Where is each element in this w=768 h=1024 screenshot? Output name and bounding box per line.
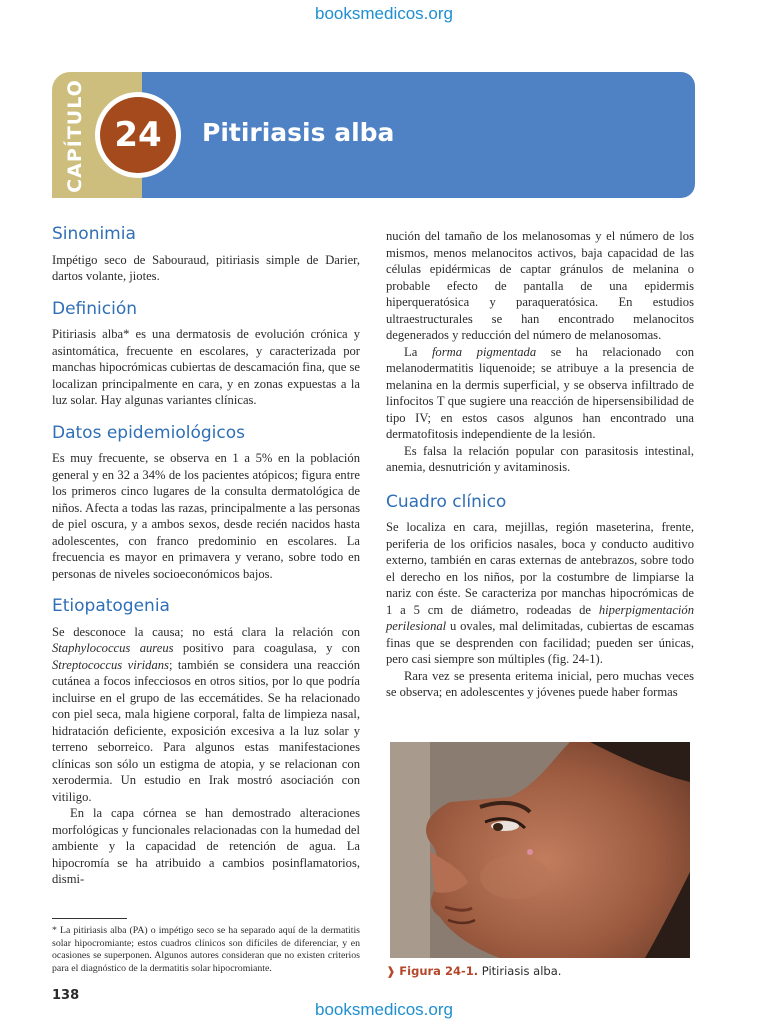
etiopatogenia-paragraph-2: En la capa córnea se han demostrado alteraciones morfológicas y funcionales relacionadas con la humedad del ambiente y la capacidad de retención de agua. La hipocromía se ha atribuido a cambios posinflamatorios, dismi-: [52, 806, 360, 886]
heading-cuadro-clinico: Cuadro clínico: [386, 491, 507, 512]
forma-pigmentada-paragraph: La forma pigmentada se ha relacionado con melanodermatitis liquenoide; se atribuye a la presencia de melanina en la dermis superficial, y se observa infiltrado de linfocitos T que sugiere una reacción de hipersensibilidad de tipo IV; en estos casos algunos han encontrado una dermatofitosis independiente de la lesión.: [386, 344, 695, 441]
heading-datos-epidemiologicos: Datos epidemiológicos: [52, 422, 245, 443]
page-number: 138: [52, 988, 80, 1003]
watermark-top[interactable]: booksmedicos.org: [315, 4, 453, 23]
heading-sinonimia: Sinonimia: [52, 224, 136, 244]
chapter-title: Pitiriasis alba: [202, 118, 395, 147]
etiopatogenia-paragraph-1: Se desconoce la causa; no está clara la relación con Staphylococcus aureus positivo para coagulasa, y con Streptococcus viridans; también se considera una reacción cutánea a focos infecciosos en otros sitios, por lo que podría incluirse en el grupo de las eccemátides. Se ha relacionado con piel seca, mala higiene corporal, falta de limpieza nasal, hidratación deficiente, exposición excesiva a la luz solar y terreno seborreico. Para algunos estas manifestaciones clínicas son sólo un estigma de atopia, y se relacionan con xerodermia. Un estudio en Irak mostró asociación con vitiligo.: [52, 624, 360, 804]
figure-caption-text: Pitiriasis alba.: [481, 964, 562, 978]
figure-photo: [390, 742, 690, 958]
definicion-text: Pitiriasis alba* es una dermatosis de evolución crónica y asintomática, frecuente en escolares, y caracterizada por manchas hipocrómicas cubiertas de descamación fina, que se localizan principalmente en cara, y en zonas expuestas a la luz solar. Hay algunas variantes clínicas.: [52, 327, 360, 407]
datos-text: Es muy frecuente, se observa en 1 a 5% en la población general y en 32 a 34% de los pacientes atópicos; figura entre los primeros cinco lugares de la consulta dermatológica de niños. Afecta a todas las razas, principalmente a las personas de piel oscura, y a ambos sexos, desde recién nacidos hasta adolescentes, con franco predominio en escolares. La frecuencia es mayor en primavera y verano, sobre todo en personas de niveles socioeconómicos bajos.: [52, 451, 360, 581]
figure-caption: [386, 964, 561, 978]
face-profile-illustration: [390, 742, 690, 958]
right-column: [386, 228, 694, 701]
footnote: * La pitiriasis alba (PA) o impétigo seco se ha separado aquí de la dermatitis solar hipocromiante; estos cuadros clínicos son difíciles de diferenciar, y en ocasiones se superponen. Algunos autores consideran que no existen criterios para el diagnóstico de la dermatitis solar hipocromiante.: [52, 925, 360, 974]
chapter-header: [52, 72, 695, 198]
heading-etiopatogenia: Etiopatogenia: [52, 596, 170, 616]
chapter-label: CAPÍTULO: [64, 79, 86, 193]
watermark-bottom[interactable]: booksmedicos.org: [315, 1000, 453, 1019]
sinonimia-text: Impétigo seco de Sabouraud, pitiriasis simple de Darier, dartos volante, jiotes.: [52, 252, 360, 283]
chapter-number-badge: [100, 97, 176, 173]
figure-label: Figura 24-1.: [399, 964, 479, 978]
relacion-popular-paragraph: Es falsa la relación popular con parasitosis intestinal, anemia, desnutrición y avitaminosis.: [386, 443, 694, 474]
footnote-rule: [52, 918, 127, 919]
chapter-number: 24: [114, 115, 162, 155]
etiopatogenia-continuation: nución del tamaño de los melanosomas y el número de los mismos, menos melanocitos activos, baja capacidad de las células epidérmicas de captar gránulos de melanina o probable efecto de pantalla de una epidermis hiperqueratósica y paraqueratósica. En estudios ultraestructurales se han encontrado melanocitos degenerados y reducción del número de melanosomas.: [386, 229, 694, 342]
heading-definicion: Definición: [52, 298, 137, 319]
left-column: [52, 226, 360, 888]
cuadro-clinico-paragraph-1: Se localiza en cara, mejillas, región maseterina, frente, periferia de los orificios nasales, boca y conducto auditivo externo, también en caras externas de antebrazos, sobre todo el derecho en los niños, por la costumbre de limpiarse la nariz con éste. Se caracteriza por manchas hipocrómicas de 1 a 5 cm de diámetro, rodeadas de hiperpigmentación perilesional u ovales, mal delimitadas, cubiertas de escamas finas que se desprenden con facilidad; pueden ser únicas, pero casi siempre son múltiples (fig. 24-1).: [386, 520, 694, 666]
cuadro-clinico-paragraph-2: Rara vez se presenta eritema inicial, pero muchas veces se observa; en adolescentes y jóvenes puede haber formas: [386, 668, 694, 699]
figure-bullet-icon: ❱: [386, 964, 396, 978]
